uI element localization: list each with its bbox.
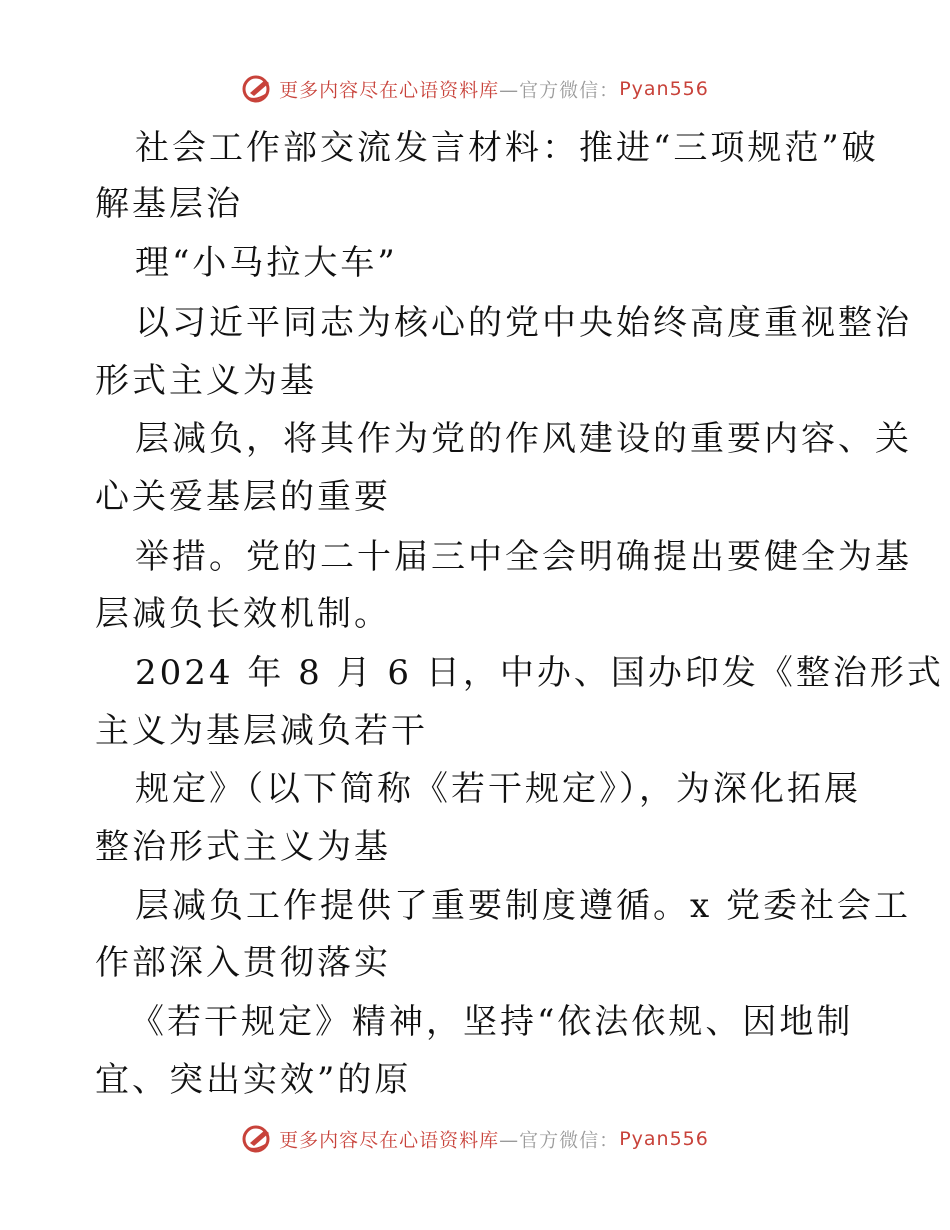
footer-watermark <box>0 1124 950 1154</box>
watermark-main-text: 更多内容尽在心语资料库 <box>279 79 500 102</box>
text-line: 《若干规定》精神，坚持“依法依规、因地制 <box>130 1002 854 1042</box>
text-line: 层减负，将其作为党的作风建设的重要内容、关 <box>135 419 912 459</box>
text-line: 2024 年 8 月 6 日，中办、国办印发《整治形式 <box>135 653 944 693</box>
text-line: 层减负工作提供了重要制度遵循。x 党委社会工 <box>135 886 911 926</box>
text-line: 整治形式主义为基 <box>95 827 391 867</box>
watermark-sub-text: —官方微信： <box>499 1129 620 1152</box>
text-line: 规定》（以下简称《若干规定》），为深化拓展 <box>135 769 861 809</box>
watermark-sub-text: —官方微信： <box>499 79 620 102</box>
text-line: 宜、突出实效”的原 <box>95 1060 412 1100</box>
text-line: 理“小马拉大车” <box>135 243 398 283</box>
text-line: 主义为基层减负若干 <box>95 711 428 751</box>
header-watermark <box>0 74 950 104</box>
text-line: 社会工作部交流发言材料：推进“三项规范”破 <box>135 128 879 168</box>
text-line: 形式主义为基 <box>95 361 317 401</box>
text-line: 解基层治 <box>95 184 243 224</box>
watermark-main-text: 更多内容尽在心语资料库 <box>279 1129 500 1152</box>
brand-logo-icon <box>241 74 275 104</box>
brand-logo-icon <box>241 1124 275 1154</box>
text-line: 层减负长效机制。 <box>95 594 391 634</box>
text-line: 举措。党的二十届三中全会明确提出要健全为基 <box>135 537 912 577</box>
text-line: 作部深入贯彻落实 <box>95 943 391 983</box>
watermark-wechat-id: Pyan556 <box>619 1128 709 1150</box>
text-line: 心关爱基层的重要 <box>95 477 391 517</box>
watermark-wechat-id: Pyan556 <box>619 78 709 100</box>
text-line: 以习近平同志为核心的党中央始终高度重视整治 <box>135 303 912 343</box>
